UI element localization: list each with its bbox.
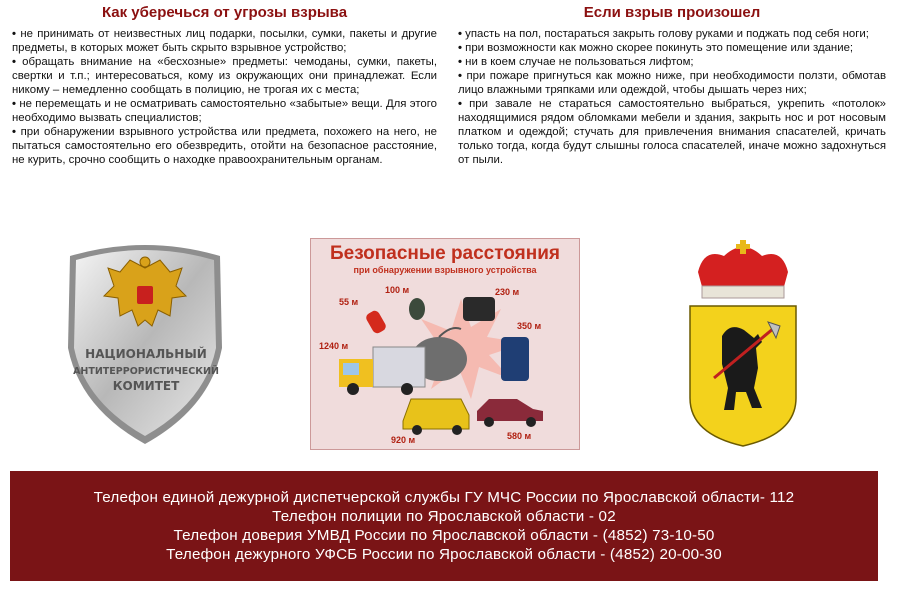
list-item: • не перемещать и не осматривать самостоятельно «забытые» вещи. Для этого необходимо вызвать специалистов; xyxy=(12,97,437,125)
phone-line: Телефон доверия УМВД России по Ярославской области - (4852) 73-10-50 xyxy=(173,527,715,544)
safe-distances-panel xyxy=(310,238,580,450)
emergency-phones-banner xyxy=(10,471,878,581)
yaroslavl-coat-of-arms xyxy=(684,238,802,448)
emblem-line-1: НАЦИОНАЛЬНЫЙ xyxy=(85,347,207,361)
emblem-line-3: КОМИТЕТ xyxy=(112,379,180,393)
fire-extinguisher-icon xyxy=(364,309,387,335)
suitcase-icon xyxy=(501,337,529,381)
antiterror-committee-emblem xyxy=(60,238,230,448)
distance-label: 55 м xyxy=(339,297,359,307)
after-explosion-title: Если взрыв произошел xyxy=(583,4,761,21)
list-item: • при обнаружении взрывного устройства или предмета, похожего на него, не пытаться самостоятельно его обезвредить, отойти на безопасное расстояние, не курить, срочно сообщить о находке правоохранительным органам. xyxy=(12,125,437,167)
list-item: • при завале не стараться самостоятельно выбраться, укрепить «потолок» находящимися рядом обломками мебели и здания, закрыть нос и рот носовым платком и одеждой; стучать для привлечения внимания спасателей, кричать только тогда, когда будут слышны голоса спасателей, иначе можно задохнуться от пыли. xyxy=(458,97,886,167)
truck-icon xyxy=(339,347,425,395)
list-item: • не принимать от неизвестных лиц подарки, посылки, сумки, пакеты и другие предметы, в которых может быть скрыто взрывное устройство; xyxy=(12,27,437,55)
list-item: • при возможности как можно скорее покинуть это помещение или здание; xyxy=(458,41,886,55)
prevention-title: Как уберечься от угрозы взрыва xyxy=(101,4,348,21)
distance-label: 100 м xyxy=(385,285,410,295)
emblem-line-2: АНТИТЕРРОРИСТИЧЕСКИЙ xyxy=(73,366,219,377)
shield-icon xyxy=(60,238,230,448)
phone-line: Телефон полиции по Ярославской области - 02 xyxy=(272,508,616,525)
list-item: • при пожаре пригнуться как можно ниже, при необходимости ползти, обмотав лицо влажными тряпками или одеждой, чтобы дышать через них; xyxy=(458,69,886,97)
distance-label: 1240 м xyxy=(319,341,349,351)
distance-label: 920 м xyxy=(391,435,416,445)
distance-label: 580 м xyxy=(507,431,532,441)
list-item: • упасть на пол, постараться закрыть голову руками и поджать под себя ноги; xyxy=(458,27,886,41)
list-item: • ни в коем случае не пользоваться лифтом; xyxy=(458,55,886,69)
grenade-icon xyxy=(409,298,425,320)
distance-label: 230 м xyxy=(495,287,520,297)
distance-label: 350 м xyxy=(517,321,542,331)
crown-icon xyxy=(698,240,788,298)
safe-distances-title: Безопасные расстояния xyxy=(329,243,560,264)
briefcase-icon xyxy=(463,297,495,321)
minibus-icon xyxy=(403,399,469,435)
after-explosion-list xyxy=(458,27,886,167)
list-item: • обращать внимание на «бесхозные» предметы: чемоданы, сумки, пакеты, свертки и т.п.; интересоваться, кому из окружающих они принадлежат. Если никому – немедленно сообщать в полицию, не трогая их с места; xyxy=(12,55,437,97)
after-explosion-section xyxy=(458,4,886,167)
safe-distances-subtitle: при обнаружении взрывного устройства xyxy=(353,265,537,275)
prevention-section xyxy=(12,4,437,167)
prevention-list xyxy=(12,27,437,167)
coat-of-arms-icon xyxy=(684,238,802,448)
car-icon xyxy=(477,399,543,427)
phone-line: Телефон единой дежурной диспетчерской службы ГУ МЧС России по Ярославской области- 112 xyxy=(93,489,795,506)
phone-line: Телефон дежурного УФСБ России по Ярославской области - (4852) 20-00-30 xyxy=(166,546,722,563)
